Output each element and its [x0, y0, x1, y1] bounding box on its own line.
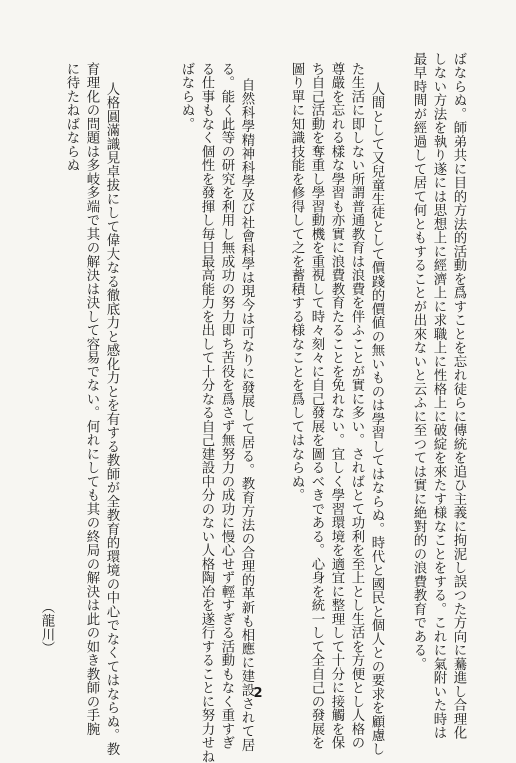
text-column: 人間として又兒童生徒として價踐的價値の無いものは學習してはならぬ。時代と國民と個人との要求を顧慮し	[369, 82, 384, 756]
text-column: ばならぬ。師弟共に目的方法的活動を爲すことを忘れ徒らに傳統を追ひ主義に拘泥し誤つた方向に驀進し合理化	[451, 52, 466, 740]
text-column: 尊嚴を忘れる樣な學習も亦實に浪費教育たることを免れない。宜しく學習環境を適宜に整理して十分に接觸を保	[329, 62, 344, 750]
text-column: る仕事もなく個性を發揮し毎日最高能力を出して十分なる自己建設中分のない人格陶冶を遂行することに努力せね	[199, 62, 214, 763]
text-column: ばならぬ。	[179, 62, 194, 131]
text-column: 育理化の問題は多岐多端で其の解決は決して容易でない。何れにしても其の終局の解決は此の如き教師の手腕	[84, 62, 99, 736]
text-column: に待たねばならぬ	[64, 62, 79, 172]
text-column: ち自己活動を奪重し學習動機を重視して時々刻々に自己發展を圖るべきである。心身を統一して全自己の發展を	[309, 62, 324, 750]
text-column: 最早時間が經過して居て何ともすることが出來ないと云ふに至つては實に絶對的の浪費教育である。	[411, 52, 426, 671]
page-number: 2	[253, 686, 263, 701]
text-column: 自然科學精神科學及び社會科學は現今は可なりに發展して居る。教育方法の合理的革新も相應に建設されて居	[239, 78, 254, 752]
text-column: しない方法を執り遂には思想上に經濟上に求職上に性格上に破綻を來たす様なことをする。これに氣附いた時は	[431, 52, 446, 740]
text-column: た生活に即しない所謂普通教育は浪費を伴ふことが實に多い。さればとて功利を至上とし生活を方便とし人格の	[349, 62, 364, 750]
text-column: る。能く此等の研究を利用し無成功の努力即ち苦役を爲さず無努力の成功に慢心せず輕すぎる活動もなく重すぎ	[219, 62, 234, 750]
text-column: 圖り單に知識技能を修得して之を蓄積する様なことを爲してはならぬ。	[289, 62, 304, 502]
author-signature: （龍川）	[39, 600, 54, 655]
text-column: 人格圓滿識見卓拔にして偉大なる徹底力と感化力とを有する教師が全教育的環境の中心でなくてはならぬ。教	[104, 82, 119, 756]
